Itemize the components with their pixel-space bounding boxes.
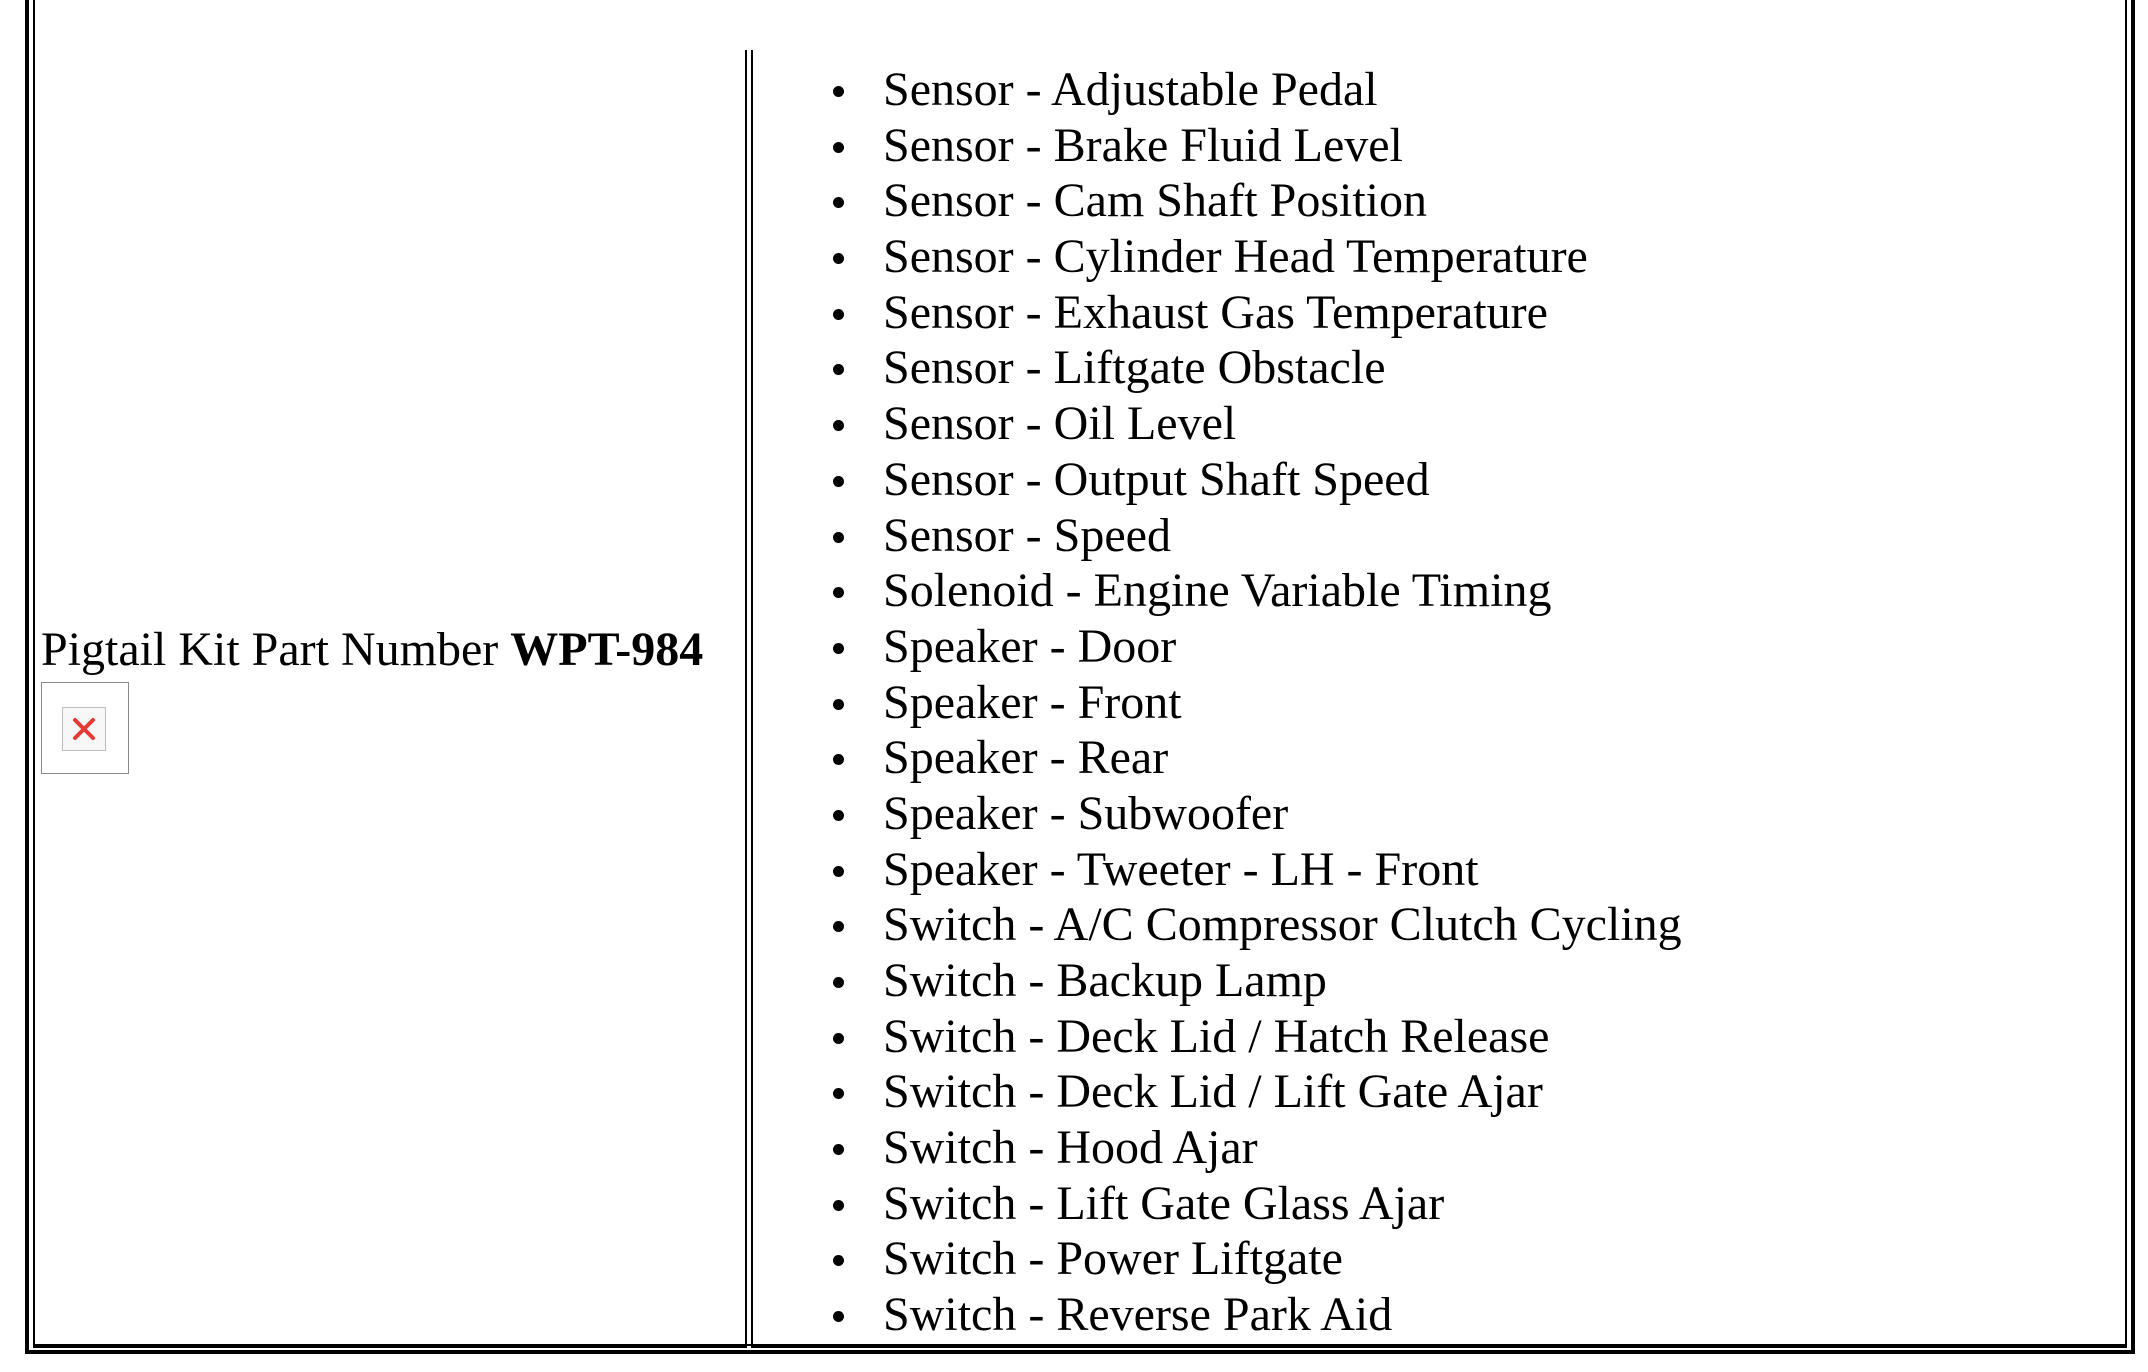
bullet-icon xyxy=(833,86,844,97)
bullet-icon xyxy=(833,977,844,988)
part-number-label xyxy=(41,622,703,678)
list-item-text: Speaker - Rear xyxy=(883,731,1169,785)
bullet-icon xyxy=(833,1144,844,1155)
list-item-text: Sensor - Adjustable Pedal xyxy=(883,63,1378,116)
bullet-icon xyxy=(833,1200,844,1211)
list-item-text: Solenoid - Engine Variable Timing xyxy=(883,564,1552,618)
list-item-text: Speaker - Tweeter - LH - Front xyxy=(883,842,1479,896)
list-item-text: Switch - Backup Lamp xyxy=(883,954,1327,1007)
list-item-text: Switch - Reverse Park Aid xyxy=(883,1288,1393,1342)
list-item-text: Sensor - Oil Level xyxy=(883,397,1237,451)
list-item-text: Sensor - Exhaust Gas Temperature xyxy=(883,285,1548,339)
bullet-icon xyxy=(833,810,844,821)
list-item-text: Sensor - Brake Fluid Level xyxy=(883,118,1403,172)
bullet-icon xyxy=(833,476,844,487)
part-number-value: WPT-984 xyxy=(510,623,704,676)
list-item-text: Switch - Power Liftgate xyxy=(883,1232,1343,1286)
list-item-text: Speaker - Door xyxy=(883,619,1177,673)
list-item-text: Sensor - Cam Shaft Position xyxy=(883,174,1428,228)
bullet-icon xyxy=(833,309,844,320)
list-item-text: Sensor - Cylinder Head Temperature xyxy=(883,230,1588,284)
list-item-text: Sensor - Speed xyxy=(883,508,1171,562)
list-item-text: Sensor - Output Shaft Speed xyxy=(883,452,1430,506)
list-item-text: Switch - Deck Lid / Hatch Release xyxy=(883,1009,1550,1063)
bullet-icon xyxy=(833,699,844,710)
close-x-icon xyxy=(67,712,101,746)
list-item-text: Switch - Hood Ajar xyxy=(883,1121,1258,1175)
list-item-text: Switch - Deck Lid / Lift Gate Ajar xyxy=(883,1065,1543,1119)
bullet-icon xyxy=(833,866,844,877)
part-number-prefix: Pigtail Kit Part Number xyxy=(41,623,511,676)
list-item-text: Switch - A/C Compressor Clutch Cycling xyxy=(883,898,1682,952)
broken-image-icon xyxy=(41,682,129,774)
bullet-icon xyxy=(833,532,844,543)
list-item-text: Speaker - Front xyxy=(883,675,1182,729)
list-item-text: Switch - Lift Gate Glass Ajar xyxy=(883,1176,1445,1230)
bullet-icon xyxy=(833,1033,844,1044)
bullet-icon xyxy=(833,643,844,654)
list-item-text: Speaker - Subwoofer xyxy=(883,786,1289,840)
part-number-cell xyxy=(33,50,747,1348)
bullet-icon xyxy=(833,253,844,264)
bullet-icon xyxy=(833,142,844,153)
list-item-text: Sensor - Liftgate Obstacle xyxy=(883,341,1386,395)
